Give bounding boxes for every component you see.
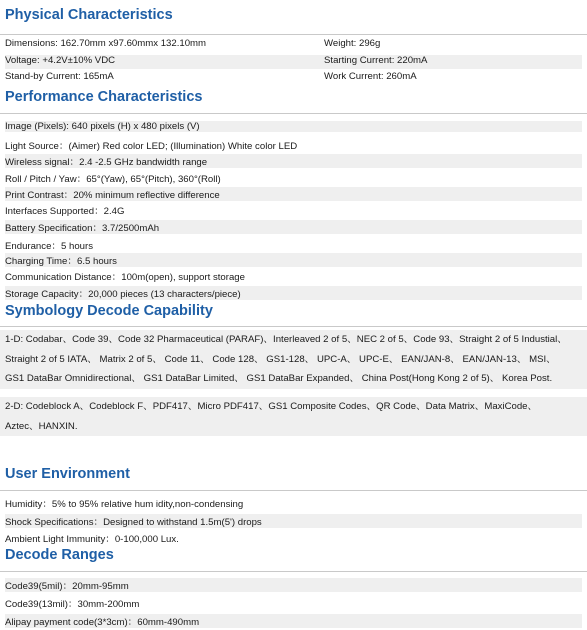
- spec-row: Communication Distance：100m(open), support storage: [5, 272, 245, 283]
- one-d-line: Straight 2 of 5 IATA、 Matrix 2 of 5、 Code 11、 Code 128、 GS1-128、 UPC-A、 UPC-E、 EAN/JAN-8、 EAN/JAN-13、 MSI、: [5, 353, 556, 365]
- spec-work-current: Work Current: 260mA: [324, 71, 417, 82]
- spec-dimensions: Dimensions: 162.70mm x97.60mmx 132.10mm: [5, 38, 207, 49]
- spec-row: Roll / Pitch / Yaw：65°(Yaw), 65°(Pitch), 360°(Roll): [5, 174, 221, 185]
- spec-row: Shock Specifications：Designed to withstand 1.5m(5') drops: [5, 514, 582, 528]
- spec-row: Code39(5mil)：20mm-95mm: [5, 578, 582, 592]
- spec-voltage: Voltage: +4.2V±10% VDC: [5, 55, 116, 66]
- divider: [0, 34, 587, 35]
- spec-row: [5, 38, 582, 52]
- spec-row: Image (Pixels): 640 pixels (H) x 480 pixels (V): [5, 121, 582, 132]
- spec-row: Alipay payment code(3*3cm)：60mm-490mm: [5, 614, 582, 628]
- spec-row: Interfaces Supported：2.4G: [5, 206, 125, 217]
- symbology-title: Symbology Decode Capability: [5, 303, 213, 319]
- divider: [0, 490, 587, 491]
- spec-row: Print Contrast：20% minimum reflective difference: [5, 187, 582, 201]
- divider: [0, 571, 587, 572]
- spec-weight: Weight: 296g: [324, 38, 381, 49]
- spec-row: Charging Time：6.5 hours: [5, 253, 582, 267]
- user-environment-title: User Environment: [5, 466, 130, 482]
- spec-standby-current: Stand-by Current: 165mA: [5, 71, 114, 82]
- one-d-line: GS1 DataBar Omnidirectional、 GS1 DataBar Limited、 GS1 DataBar Expanded、 China Post(Hong Kong 2 of 5)、 Korea Post.: [5, 373, 553, 384]
- two-d-line: 2-D: Codeblock A、Codeblock F、PDF417、Micro PDF417、GS1 Composite Codes、QR Code、Data Matrix、MaxiCode、: [5, 401, 538, 412]
- spec-row: [5, 55, 582, 69]
- divider: [0, 113, 587, 114]
- spec-row: [5, 71, 582, 85]
- spec-row: Storage Capacity：20,000 pieces (13 characters/piece): [5, 286, 582, 300]
- two-d-line: Aztec、HANXIN.: [5, 420, 78, 432]
- decode-ranges-title: Decode Ranges: [5, 547, 114, 563]
- physical-title: Physical Characteristics: [5, 7, 173, 23]
- spec-row: Battery Specification：3.7/2500mAh: [5, 220, 582, 234]
- spec-row: Endurance：5 hours: [5, 241, 93, 252]
- one-d-symbologies: [0, 330, 587, 389]
- spec-row: Light Source：(Aimer) Red color LED; (Illumination) White color LED: [5, 141, 298, 152]
- performance-title: Performance Characteristics: [5, 89, 203, 105]
- divider: [0, 326, 587, 327]
- spec-row: Code39(13mil)：30mm-200mm: [5, 599, 140, 610]
- spec-row: Wireless signal：2.4 -2.5 GHz bandwidth range: [5, 154, 582, 168]
- spec-starting-current: Starting Current: 220mA: [324, 55, 428, 66]
- spec-row: Humidity：5% to 95% relative hum idity,non-condensing: [5, 499, 244, 510]
- one-d-line: 1-D: Codabar、Code 39、Code 32 Pharmaceutical (PARAF)、Interleaved 2 of 5、NEC 2 of 5、Code 93、Straight 2 of 5 Industial、: [5, 334, 567, 345]
- spec-row: Ambient Light Immunity：0-100,000 Lux.: [5, 534, 179, 545]
- two-d-symbologies: [0, 397, 587, 436]
